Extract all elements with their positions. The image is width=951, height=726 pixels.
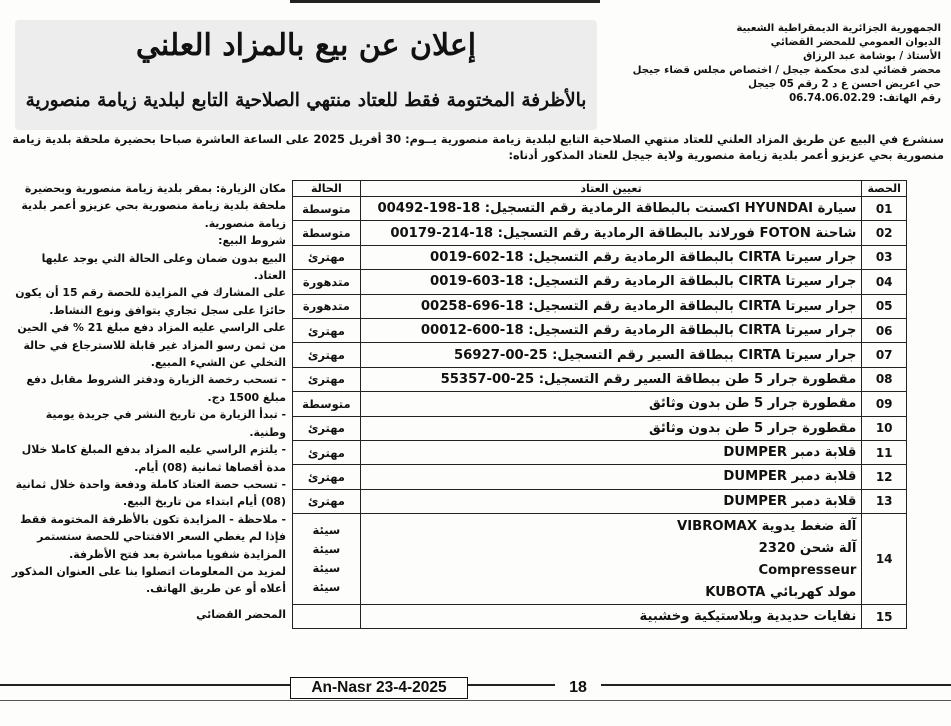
lot-description <box>360 514 862 605</box>
lot-description: شاحنة FOTON فورلاند بالبطاقة الرمادية رقم التسجيل: 18-214-00179 <box>360 221 862 245</box>
condition-item: مكان الزيارة: بمقر بلدية زيامة منصورية وبحضيرة ملحقة بلدية زيامة منصورية بحي عزيزو أعمر بلدية زيامة منصورية. <box>21 182 286 230</box>
header-condition: الحالة <box>293 181 361 197</box>
condition-item: البيع بدون ضمان وعلى الحالة التي يوجد عليها العتاد. <box>41 251 286 283</box>
table-row <box>293 392 907 416</box>
lot-number: 08 <box>862 367 907 391</box>
lot-condition <box>293 514 361 605</box>
condition-item: - تسحب حصة العتاد كاملة ودفعة واحدة خلال ثمانية (08) أيام ابتداء من تاريخ البيع. <box>15 477 286 509</box>
title-banner <box>15 20 597 130</box>
page-number: 18 <box>555 677 601 699</box>
lot-number: 06 <box>862 318 907 342</box>
lot-number: 04 <box>862 270 907 294</box>
header-lot: الحصة <box>862 181 907 197</box>
lot-condition: مهترئ <box>293 489 361 513</box>
lot-item: آلة ضغط يدوية VIBROMAX <box>677 519 857 535</box>
header-description: تعيين العتاد <box>360 181 862 197</box>
condition-item: على المشارك في المزايدة للحصة رقم 15 أن يكون حائزا على سجل تجاري يتوافق ونوع النشاط. <box>15 286 286 317</box>
condition-item: - يلتزم الراسي عليه المزاد بدفع المبلغ كاملا خلال مدة أقصاها ثمانية (08) أيام. <box>21 443 286 474</box>
table-row <box>293 294 907 318</box>
lots-table <box>292 180 907 629</box>
lot-number: 03 <box>862 245 907 269</box>
lot-description: مقطورة جرار 5 طن ببطاقة السير رقم التسجيل: 25-00-55357 <box>360 367 862 391</box>
condition-item: لمزيد من المعلومات اتصلوا بنا على العنوان المذكور أعلاه أو عن طريق الهاتف. <box>11 564 286 596</box>
lot-condition: متدهورة <box>293 270 361 294</box>
header-line: حي اعريض احسن ع د 2 رقم 05 جيجل <box>748 79 941 90</box>
lot-description: جرار سيرتا CIRTA بالبطاقة الرمادية رقم التسجيل: 18-602-0019 <box>360 245 862 269</box>
announcement-subtitle: بالأظرفة المختومة فقط للعتاد منتهي الصلاحية التابع لبلدية زيامة منصورية <box>25 90 587 111</box>
table-header-row <box>293 181 907 197</box>
table-row <box>293 367 907 391</box>
lot-description: نفايات حديدية وبلاستيكية وخشبية <box>360 605 862 629</box>
lot-condition: مهترئ <box>293 440 361 464</box>
lot-number: 15 <box>862 605 907 629</box>
lot-description: جرار سيرتا CIRTA بالبطاقة الرمادية رقم التسجيل: 18-696-00258 <box>360 294 862 318</box>
header-line: رقم الهاتف: 06.74.06.02.29 <box>789 93 941 104</box>
lot-number: 02 <box>862 221 907 245</box>
table-row <box>293 343 907 367</box>
lot-number: 11 <box>862 440 907 464</box>
lot-item: آلة شحن 2320 <box>758 541 857 557</box>
intro-paragraph: سنشرع في البيع عن طريق المزاد العلني للعتاد منتهي الصلاحية التابع لبلدية زيامة منصورية يــوم: 30 أفريل 2025 على الساعة العاشرة صباحا بحضيرة ملحقة بلدية زيامة منصورية بحي عزيزو أعمر بلدية زيامة منصورية ولاية جيجل للعتاد المذكور أدناه: <box>12 133 944 162</box>
lot-condition: مهترئ <box>293 367 361 391</box>
item-condition: سيئة <box>312 580 341 595</box>
lot-condition: متدهورة <box>293 294 361 318</box>
lot-description: جرار سيرتا CIRTA بالبطاقة الرمادية رقم التسجيل: 18-600-00012 <box>360 318 862 342</box>
table-row <box>293 440 907 464</box>
lot-item: مولد كهربائي KUBOTA <box>705 585 857 601</box>
lot-description: جرار سيرتا CIRTA ببطاقة السير رقم التسجيل: 25-00-56927 <box>360 343 862 367</box>
lot-number: 12 <box>862 465 907 489</box>
condition-item: - تسحب رخصة الزيارة ودفتر الشروط مقابل دفع مبلغ 1500 دج. <box>26 373 286 404</box>
table-row <box>293 465 907 489</box>
lot-condition: متوسطة <box>293 197 361 221</box>
header-line: الأستاذ / بوشامة عبد الرزاق <box>803 51 941 62</box>
lot-condition: متوسطة <box>293 221 361 245</box>
lot-description: سيارة HYUNDAI اكسنت بالبطاقة الرمادية رقم التسجيل: 18-198-00492 <box>360 197 862 221</box>
table-row <box>293 318 907 342</box>
lot-number: 05 <box>862 294 907 318</box>
condition-item: على الراسي عليه المزاد دفع مبلغ 21 % في الحين من ثمن رسو المزاد غير قابلة للاسترجاع في حالة التخلي عن الشيء المبيع. <box>17 321 286 370</box>
header-line: الجمهورية الجزائرية الديمقراطية الشعبية <box>736 23 941 34</box>
table-row <box>293 605 907 629</box>
sale-conditions <box>8 180 286 623</box>
top-rule <box>290 0 600 3</box>
footer-rule <box>0 684 951 686</box>
item-condition: سيئة <box>312 523 341 538</box>
lot-condition: مهترئ <box>293 318 361 342</box>
table-row <box>293 221 907 245</box>
lot-description: قلابة دمبر DUMPER <box>360 440 862 464</box>
table-row <box>293 416 907 440</box>
table-row <box>293 514 907 605</box>
lot-number: 10 <box>862 416 907 440</box>
table-row <box>293 245 907 269</box>
table-row <box>293 489 907 513</box>
header-line: محضر قضائي لدى محكمة جيجل / اختصاص مجلس قضاء جيجل <box>632 65 941 76</box>
publication-info: An-Nasr 23-4-2025 <box>290 677 468 699</box>
bailiff-header <box>632 22 941 106</box>
lot-number: 01 <box>862 197 907 221</box>
lot-description: مقطورة جرار 5 طن بدون وثائق <box>360 392 862 416</box>
footer-rule-secondary <box>0 700 951 701</box>
condition-item: - ملاحظة - المزايدة تكون بالأظرفة المختومة فقط فإذا لم يغطي السعر الافتتاحي للحصة ستستمر المزايدة شفويا مباشرة بعد فتح الأظرفة. <box>20 512 286 561</box>
lot-description: مقطورة جرار 5 طن بدون وثائق <box>360 416 862 440</box>
lot-item: Compresseur <box>758 563 857 579</box>
signoff: المحضر القضائي <box>196 607 286 621</box>
lot-number: 09 <box>862 392 907 416</box>
lot-description: جرار سيرتا CIRTA بالبطاقة الرمادية رقم التسجيل: 18-603-0019 <box>360 270 862 294</box>
condition-item: - تبدأ الزيارة من تاريخ النشر في جريدة يومية وطنية. <box>45 408 286 439</box>
lot-condition: مهترئ <box>293 465 361 489</box>
lot-description: قلابة دمبر DUMPER <box>360 489 862 513</box>
lot-condition: مهترئ <box>293 245 361 269</box>
lot-number: 14 <box>862 514 907 605</box>
table-row <box>293 270 907 294</box>
lot-condition: متوسطة <box>293 392 361 416</box>
lot-condition: مهترئ <box>293 416 361 440</box>
lot-condition: مهترئ <box>293 343 361 367</box>
lot-condition <box>293 605 361 629</box>
item-condition: سيئة <box>312 561 341 576</box>
condition-heading: شروط البيع: <box>218 234 286 248</box>
lot-number: 07 <box>862 343 907 367</box>
lot-description: قلابة دمبر DUMPER <box>360 465 862 489</box>
item-condition: سيئة <box>312 542 341 557</box>
lot-number: 13 <box>862 489 907 513</box>
announcement-title: إعلان عن بيع بالمزاد العلني <box>135 28 477 63</box>
table-row <box>293 197 907 221</box>
header-line: الديوان العمومي للمحضر القضائي <box>770 37 941 48</box>
